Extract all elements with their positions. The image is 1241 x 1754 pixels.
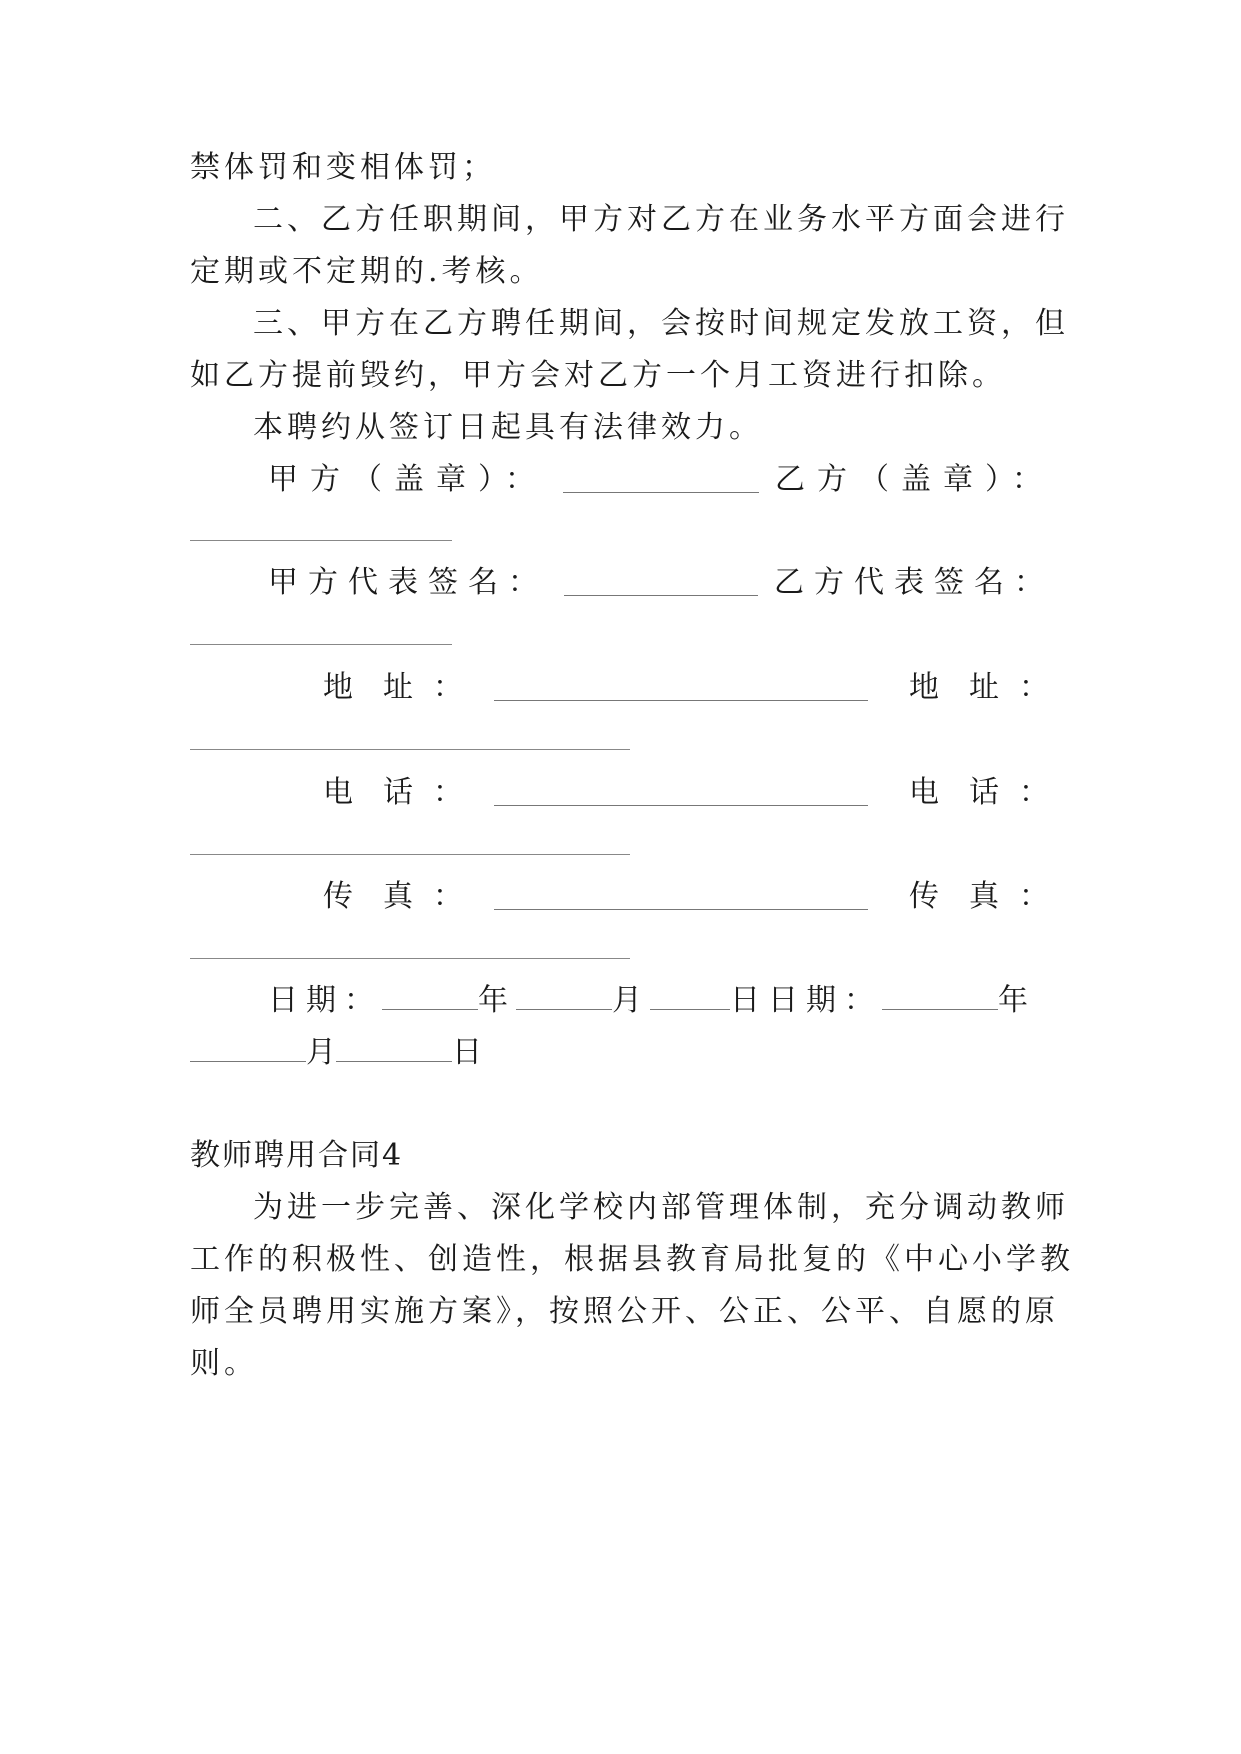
paragraph-line: 三、甲方在乙方聘任期间，会按时间规定发放工资，但 [253,306,1069,341]
party-a-address-label: 地 址 ： [323,670,463,705]
party-b-month-blank [190,1037,306,1062]
party-a-rep-blank [564,571,758,596]
party-a-month-blank [516,985,612,1010]
party-b-date-label: 日期： [768,983,882,1018]
party-a-fax-blank [494,885,868,910]
phone-row [308,773,1054,813]
party-b-phone-blank [190,854,630,855]
party-b-fax-label: 传 真 ： [909,879,1049,914]
party-b-rep-blank [190,644,452,645]
party-b-address-blank [190,749,630,750]
party-b-seal-blank [190,540,452,541]
paragraph-line: 为进一步完善、深化学校内部管理体制，充分调动教师 [253,1190,1069,1225]
party-a-seal-blank [563,468,759,493]
party-b-day-blank [336,1037,452,1062]
month-label: 月 [306,1035,336,1070]
party-b-rep-label: 乙方代表签名： [774,565,1054,600]
year-label: 年 [998,983,1036,1018]
party-b-address-label: 地 址 ： [909,670,1049,705]
date-row-continued [190,1033,1054,1073]
address-row [308,668,1054,708]
year-label: 年 [478,983,516,1018]
day-label: 日 [452,1035,482,1070]
paragraph-line: 师全员聘用实施方案》，按照公开、公正、公平、自愿的原 [190,1294,1059,1329]
date-row [268,981,1054,1021]
party-a-date-label: 日期： [268,983,382,1018]
party-a-day-blank [650,985,730,1010]
party-a-seal-label: 甲方（盖章）： [268,462,547,497]
paragraph-line: 如乙方提前毁约，甲方会对乙方一个月工资进行扣除。 [190,358,1006,393]
party-a-fax-label: 传 真 ： [323,879,463,914]
paragraph-line: 二、乙方任职期间，甲方对乙方在业务水平方面会进行 [253,202,1069,237]
party-a-rep-label: 甲方代表签名： [268,565,548,600]
party-b-seal-label: 乙方（盖章）： [775,462,1054,497]
paragraph-line: 则。 [190,1346,258,1381]
seal-row [268,460,1054,500]
party-a-address-blank [494,676,868,701]
section-title: 教师聘用合同4 [190,1138,404,1173]
party-a-phone-label: 电 话 ： [323,775,463,810]
party-a-phone-blank [494,781,868,806]
month-label: 月 [612,983,650,1018]
paragraph-line: 定期或不定期的.考核。 [190,254,544,289]
fax-row [308,877,1054,917]
representative-row [268,563,1054,603]
paragraph-line: 禁体罚和变相体罚； [190,150,496,185]
paragraph-line: 工作的积极性、创造性，根据县教育局批复的《中心小学教 [190,1242,1074,1277]
paragraph-line: 本聘约从签订日起具有法律效力。 [253,410,763,445]
party-b-year-blank [882,985,998,1010]
party-b-fax-blank [190,958,630,959]
party-b-phone-label: 电 话 ： [909,775,1049,810]
party-a-year-blank [382,985,478,1010]
day-label: 日 [730,983,768,1018]
